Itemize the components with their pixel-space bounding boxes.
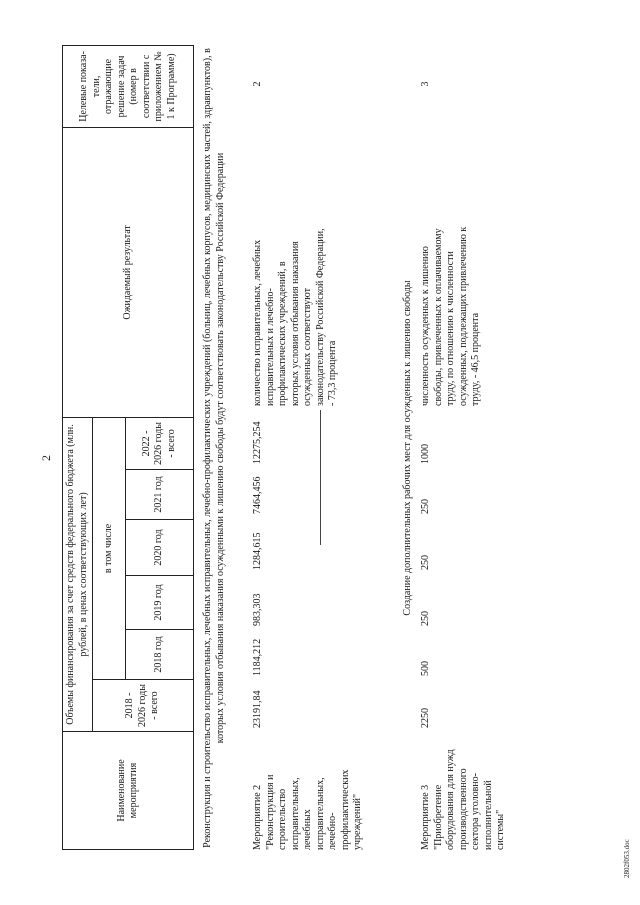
table-row [252,46,422,850]
header-year-2021: 2021 год [125,470,194,520]
row-2018: 1184,212 [252,638,263,676]
header-indicators: Целевые показа-тели, отражающие решение задач (номер в соответствии с приложением № 1 к Программе) [63,45,194,127]
row-result: численность осужденных к лишению свободы, привлеченных к оплачиваемому труду, по отношению к численности осужденных, подлежащих привлечению к труду, - 46,5 процента [420,226,481,406]
header-year-2022-2026: 2022 - 2026 годы - всего [125,417,194,469]
header-name: Наименование мероприятия [63,732,194,850]
row-name: Мероприятие 3 "Приобретение оборудования для нужд производственного сектора уголовно-исполнительной системы" [420,749,506,850]
header-year-2019: 2019 год [125,576,194,630]
table-row [420,46,590,850]
header-result: Ожидаемый результат [63,127,194,417]
row-total: 2250 [420,708,431,728]
row-2022-2026: 1000 [420,444,431,464]
row-2021: 7464,456 [252,476,263,514]
row-total: 23191,84 [252,690,263,728]
row-2018: 500 [420,661,431,676]
row-2019: 983,303 [252,593,263,626]
row-2021: 250 [420,499,431,514]
page-number: 2 [39,455,53,461]
header-year-2018: 2018 год [125,630,194,680]
header-inclusive: в том числе [93,417,126,679]
row-result: количество исправительных, лечебных исправительных и лечебно-профилактических учреждений, в которых условия отбывания наказания осужденных соответствуют законодательству Российской Федерации, - 73,3 процента [252,228,338,406]
row-name: Мероприятие 2 "Реконструкция и строительство исправительных, лечебных исправительных, лечебно-профилактических учреждений" [252,769,363,850]
document-id: 2802f053.doc [623,839,631,878]
header-total: 2018 - 2026 годы - всего [93,680,194,732]
header-year-2020: 2020 год [125,520,194,576]
row-2020: 1284,615 [252,532,263,570]
section-title: Создание дополнительных рабочих мест для осужденных к лишению свободы [402,280,413,616]
row-2022-2026: 12275,254 [252,421,263,464]
row-2020: 250 [420,555,431,570]
header-funding: Объемы финансирования за счет средств федерального бюджета (млн. рублей, в ценах соответствующих лет) [63,417,93,731]
rotated-page [40,38,640,878]
row-indicator: 2 [252,81,263,87]
row-2019: 250 [420,611,431,626]
table-header [62,45,194,850]
separator-line [320,410,324,545]
section-title: Реконструкция и строительство исправительных, лечебных исправительных, лечебно-профилактических учреждений (больниц, лечебных корпусов, медицинских частей, здравпунктов), в которых условия отбывания наказания осужденными к лишению свободы будут соответствовать законодательству Российской Федерации [202,48,226,848]
row-indicator: 3 [420,81,431,87]
